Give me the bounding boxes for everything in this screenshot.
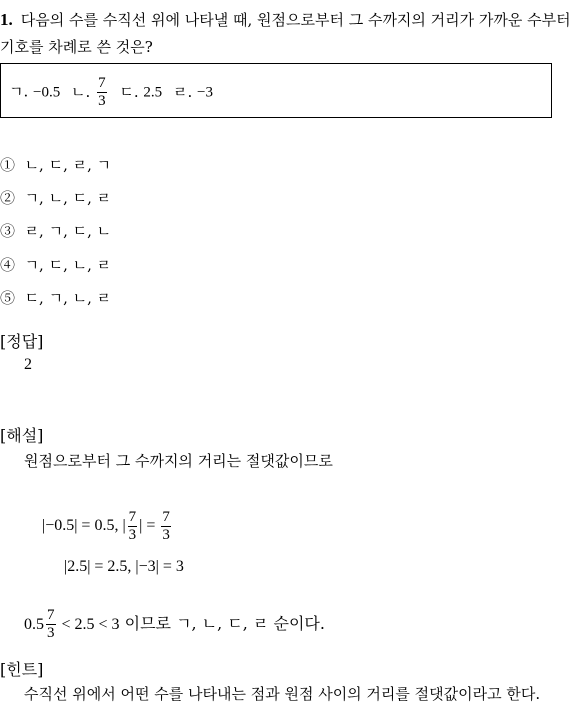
eq1-numerator: 7: [128, 509, 137, 525]
question: [0, 6, 572, 61]
equation-2: |2.5| = 2.5, |−3| = 3: [64, 558, 184, 575]
option-text: ㄱ, ㄷ, ㄴ, ㄹ: [24, 256, 112, 274]
choice-a-value: −0.5: [33, 84, 61, 101]
option-number: ②: [0, 189, 16, 207]
choice-d-value: −3: [197, 84, 213, 101]
option-text: ㄹ, ㄱ, ㄷ, ㄴ: [24, 222, 112, 240]
eq1-result-numerator: 7: [162, 509, 170, 525]
choice-d-label: ㄹ.: [172, 82, 193, 101]
option-number: ④: [0, 256, 16, 274]
option-3[interactable]: [0, 220, 111, 241]
choice-b-numerator: 7: [98, 75, 106, 91]
equation-1: [42, 510, 173, 543]
eq1-mid: | =: [139, 517, 160, 535]
option-text: ㄷ, ㄱ, ㄴ, ㄹ: [24, 289, 112, 307]
hint-header: [힌트]: [0, 660, 44, 679]
choices-row: [9, 76, 213, 109]
choice-b-label: ㄴ.: [71, 82, 91, 101]
choice-a-label: ㄱ.: [9, 82, 29, 101]
option-4[interactable]: [0, 254, 111, 275]
eq1-result-denominator: 3: [162, 527, 170, 543]
choice-c-value: 2.5: [143, 84, 163, 101]
question-number: 1.: [0, 10, 13, 29]
explanation-header: [해설]: [0, 426, 44, 445]
hint-text: 수직선 위에서 어떤 수를 나타내는 점과 원점 사이의 거리를 절댓값이라고 한다.: [24, 685, 541, 703]
option-1[interactable]: [0, 154, 111, 175]
eq1-denominator: 3: [128, 527, 137, 543]
ineq-pre: 0.5: [24, 616, 44, 633]
eq1-left: |−0.5| = 0.5, |: [42, 517, 126, 535]
choice-b-fraction: [97, 76, 107, 109]
question-text: 다음의 수를 수직선 위에 나타낼 때, 원점으로부터 그 수까지의 거리가 가까운 수부터 기호를 차례로 쓴 것은?: [0, 11, 571, 56]
eq1-fraction: [128, 510, 138, 543]
ineq-numerator: 7: [47, 607, 55, 623]
option-text: ㄴ, ㄷ, ㄹ, ㄱ: [24, 156, 112, 174]
ineq-fraction: [46, 608, 56, 641]
option-5[interactable]: [0, 287, 111, 308]
inequality: [24, 608, 325, 641]
ineq-text: 이므로 ㄱ, ㄴ, ㄷ, ㄹ 순이다.: [119, 614, 325, 633]
ineq-denominator: 3: [47, 625, 55, 641]
option-2[interactable]: [0, 187, 111, 208]
option-text: ㄱ, ㄴ, ㄷ, ㄹ: [24, 189, 112, 207]
eq1-result-fraction: [161, 510, 171, 543]
ineq-post: < 2.5 < 3: [57, 616, 120, 633]
choice-c-label: ㄷ.: [119, 82, 139, 101]
option-number: ⑤: [0, 289, 16, 307]
choice-b-denominator: 3: [98, 93, 106, 109]
option-number: ③: [0, 222, 16, 240]
answer-value: 2: [24, 356, 32, 373]
answer-header: [정답]: [0, 332, 44, 351]
explanation-line1: 원점으로부터 그 수까지의 거리는 절댓값이므로: [24, 452, 333, 470]
choices-box: [0, 63, 552, 118]
option-number: ①: [0, 156, 16, 174]
